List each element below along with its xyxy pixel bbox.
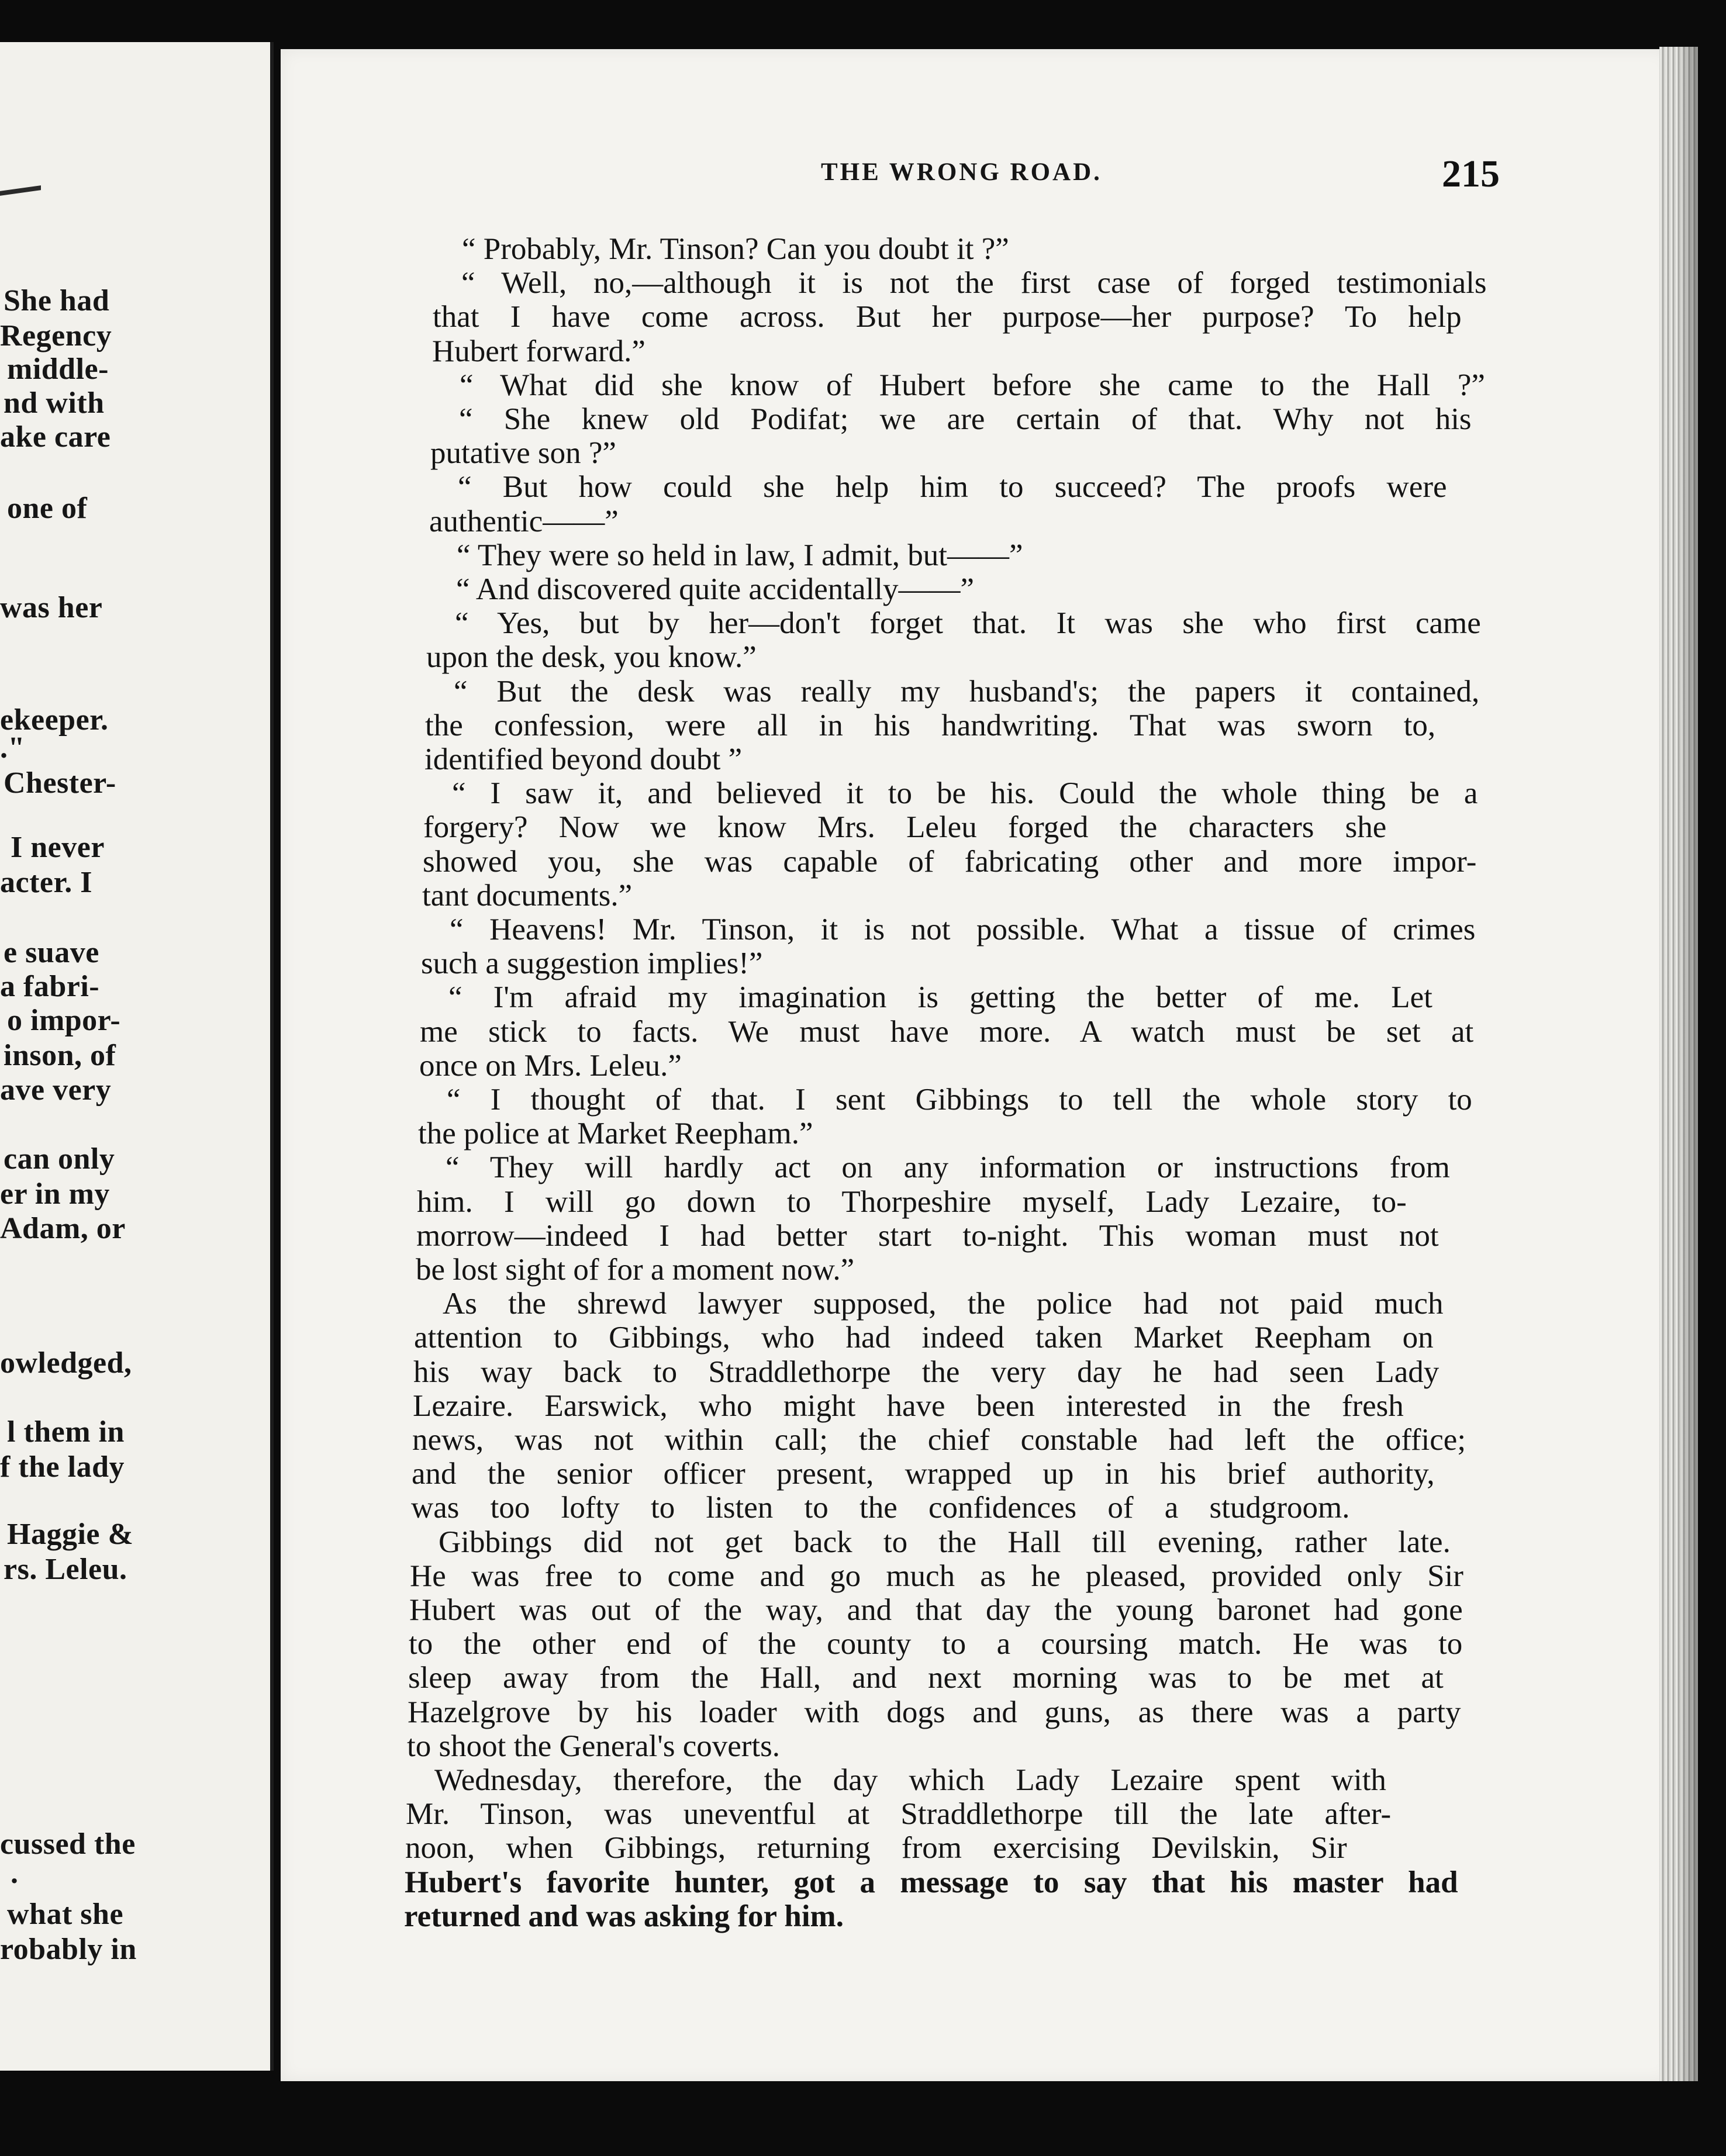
left-page-line: cussed the	[0, 1827, 136, 1861]
body-line: “ But how could she help him to succeed? The proofs were	[458, 470, 1447, 504]
left-page-line: rs. Leleu.	[4, 1553, 127, 1586]
body-line: the police at Market Reepham.”	[418, 1117, 813, 1150]
body-line: once on Mrs. Leleu.”	[419, 1049, 682, 1083]
left-page-line: a fabri-	[0, 970, 100, 1003]
body-line: returned and was asking for him.	[404, 1899, 844, 1933]
running-title: THE WRONG ROAD.	[821, 158, 1102, 186]
body-line: noon, when Gibbings, returning from exercising Devilskin, Sir	[405, 1831, 1347, 1865]
left-page-line: o impor-	[7, 1004, 121, 1037]
body-line: me stick to facts. We must have more. A watch must be set at	[420, 1015, 1474, 1049]
left-page-line: l them in	[7, 1415, 125, 1449]
body-line: news, was not within call; the chief constable had left the office;	[412, 1423, 1466, 1457]
page-number: 215	[1442, 153, 1500, 195]
body-line: He was free to come and go much as he pleased, provided only Sir	[410, 1559, 1463, 1593]
left-page-line: robably in	[0, 1933, 137, 1966]
body-line: identified beyond doubt ”	[424, 742, 743, 776]
body-line: showed you, she was capable of fabricating other and more impor-	[423, 845, 1477, 879]
body-line: putative son ?”	[430, 436, 616, 470]
body-line: sleep away from the Hall, and next morning was to be met at	[408, 1661, 1444, 1695]
body-line: and the senior officer present, wrapped up in his brief authority,	[412, 1457, 1435, 1491]
left-page-line: Adam, or	[0, 1212, 126, 1245]
body-line: his way back to Straddlethorpe the very day he had seen Lady	[413, 1355, 1440, 1389]
left-page-line: I never	[11, 831, 105, 864]
body-line: “ But the desk was really my husband's; the papers it contained,	[454, 675, 1480, 709]
body-line: “ And discovered quite accidentally——”	[456, 572, 974, 606]
body-line: “ Heavens! Mr. Tinson, it is not possible. What a tissue of crimes	[450, 913, 1476, 946]
body-line: “ Probably, Mr. Tinson? Can you doubt it ?”	[462, 232, 1009, 266]
body-line: “ They were so held in law, I admit, but——”	[457, 538, 1023, 572]
body-line: “ She knew old Podifat; we are certain of that. Why not his	[459, 402, 1472, 436]
left-page-line: Regency	[0, 319, 112, 353]
body-line: “ Well, no,—although it is not the first case of forged testimonials	[461, 266, 1487, 300]
left-page-line: ave very	[0, 1073, 112, 1107]
body-line: “ I thought of that. I sent Gibbings to tell the whole story to	[447, 1083, 1472, 1117]
body-line: the confession, were all in his handwriting. That was sworn to,	[425, 709, 1436, 742]
left-page-line: ekeeper.	[0, 703, 109, 737]
left-page-line: acter. I	[0, 866, 93, 899]
page-edges-shadow	[1678, 47, 1698, 2081]
left-page-line: nd with	[4, 386, 105, 420]
body-line: Hubert was out of the way, and that day the young baronet had gone	[409, 1593, 1463, 1627]
left-page-line: what she	[7, 1898, 124, 1931]
left-page-line: er in my	[0, 1177, 110, 1211]
body-line: Gibbings did not get back to the Hall till evening, rather late.	[439, 1525, 1451, 1559]
body-line: morrow—indeed I had better start to-night. This woman must not	[416, 1219, 1439, 1253]
body-line: attention to Gibbings, who had indeed taken Market Reepham on	[414, 1321, 1434, 1355]
body-line: to shoot the General's coverts.	[407, 1729, 781, 1763]
body-line: “ What did she know of Hubert before she came to the Hall ?”	[460, 368, 1485, 402]
left-page-line: ake care	[0, 420, 111, 454]
left-page-line: one of	[7, 492, 88, 525]
left-page-line: middle-	[7, 353, 109, 386]
body-line: Lezaire. Earswick, who might have been interested in the fresh	[413, 1389, 1404, 1423]
left-page-line: She had	[4, 284, 110, 317]
left-page-line: owledged,	[0, 1346, 132, 1380]
body-line: such a suggestion implies!”	[421, 946, 763, 980]
body-line: forgery? Now we know Mrs. Leleu forged the characters she	[423, 810, 1387, 844]
left-page-line: Haggie &	[7, 1518, 134, 1551]
body-line: “ They will hardly act on any information or instructions from	[446, 1150, 1450, 1184]
body-line: that I have come across. But her purpose—her purpose? To help	[433, 300, 1462, 334]
body-line: upon the desk, you know.”	[426, 640, 757, 674]
body-line: “ I'm afraid my imagination is getting the better of me. Let	[448, 980, 1432, 1014]
left-page-line: f the lady	[0, 1450, 125, 1484]
body-line: be lost sight of for a moment now.”	[416, 1253, 855, 1287]
body-line: Hubert forward.”	[432, 334, 645, 368]
left-page-line: was her	[0, 591, 103, 624]
body-line: authentic——”	[429, 505, 619, 538]
body-line: As the shrewd lawyer supposed, the police had not paid much	[443, 1287, 1444, 1321]
body-line: Wednesday, therefore, the day which Lady Lezaire spent with	[434, 1763, 1386, 1797]
body-line: Mr. Tinson, was uneventful at Straddlethorpe till the late after-	[406, 1797, 1392, 1831]
left-page-line: e suave	[4, 936, 99, 969]
body-line: was too lofty to listen to the confidences of a studgroom.	[411, 1491, 1350, 1525]
body-line: “ Yes, but by her—don't forget that. It was she who first came	[455, 606, 1481, 640]
left-page-rule	[0, 185, 41, 196]
left-page-line: Chester-	[4, 766, 116, 800]
left-page-line: ."	[0, 731, 25, 765]
left-page-line: .	[11, 1857, 19, 1890]
body-line: Hubert's favorite hunter, got a message to say that his master had	[405, 1865, 1458, 1899]
body-line: to the other end of the county to a coursing match. He was to	[409, 1627, 1463, 1661]
left-page-line: inson, of	[4, 1039, 116, 1072]
left-page-line: can only	[4, 1142, 115, 1176]
body-line: him. I will go down to Thorpeshire myself, Lady Lezaire, to-	[417, 1185, 1407, 1219]
body-line: tant documents.”	[422, 879, 633, 913]
body-line: Hazelgrove by his loader with dogs and guns, as there was a party	[408, 1695, 1461, 1729]
body-line: “ I saw it, and believed it to be his. Could the whole thing be a	[452, 776, 1478, 810]
